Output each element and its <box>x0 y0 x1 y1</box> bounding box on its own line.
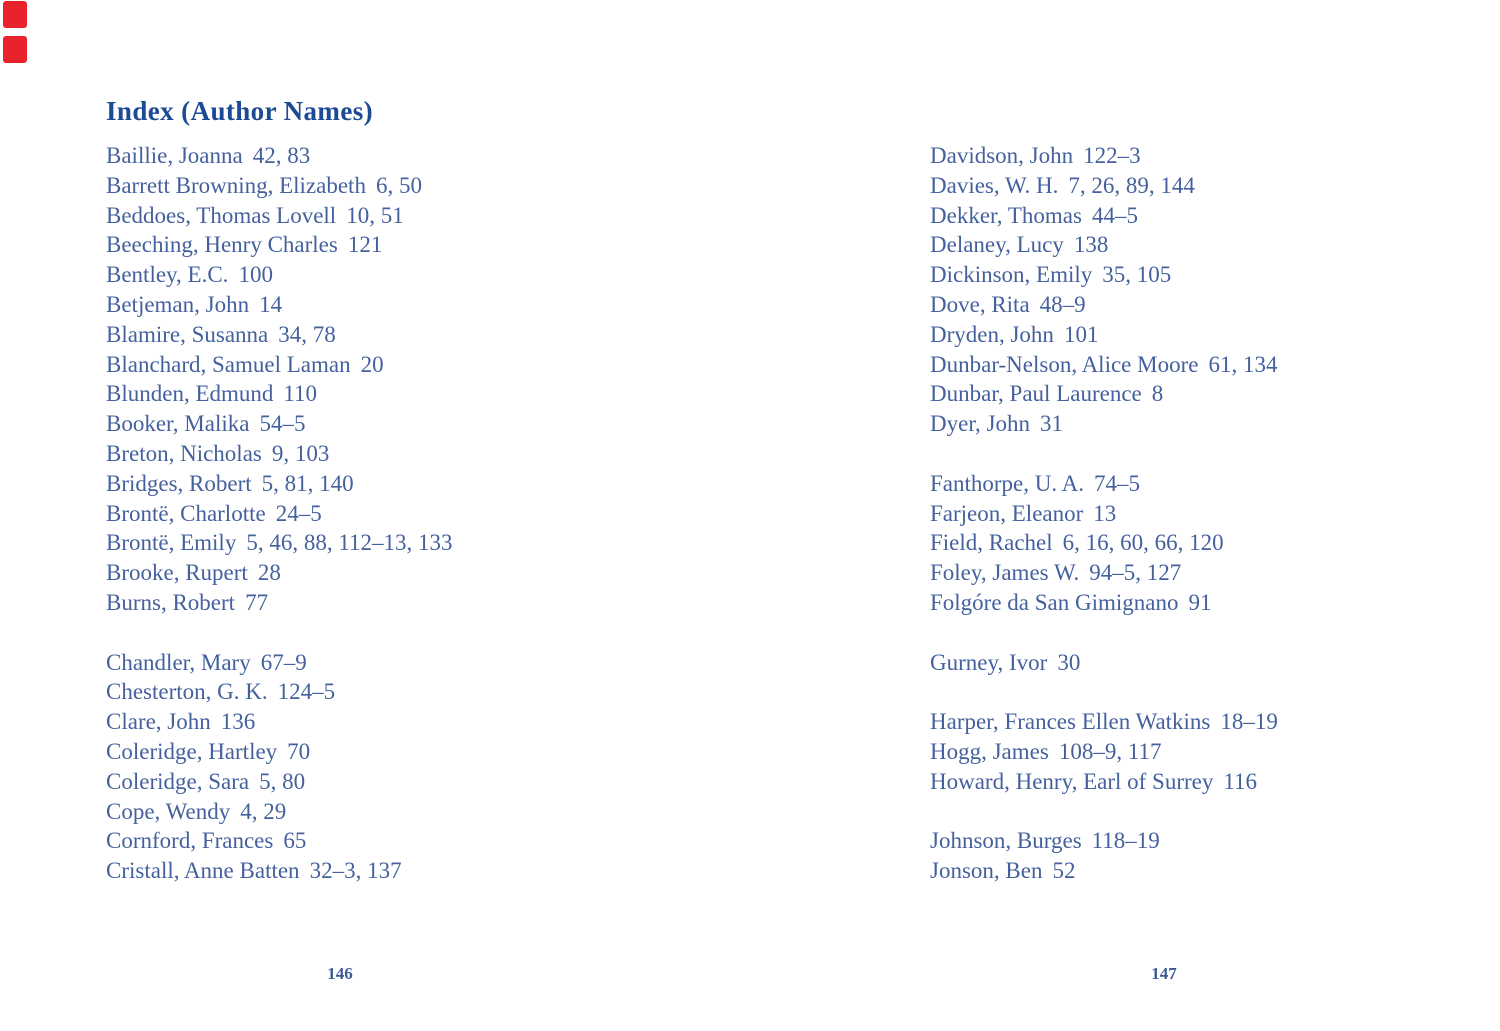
index-entry <box>106 707 586 737</box>
entry-group-gap <box>930 439 1410 469</box>
entry-page-numbers: 35, 105 <box>1102 262 1172 288</box>
index-entry <box>930 558 1410 588</box>
entry-author-name: Coleridge, Hartley <box>106 738 278 764</box>
entry-page-numbers: 74–5 <box>1093 470 1140 496</box>
entry-page-numbers: 101 <box>1063 321 1099 347</box>
index-entry <box>930 648 1410 678</box>
index-entry <box>930 260 1410 290</box>
entry-author-name: Bridges, Robert <box>106 470 252 496</box>
entry-author-name: Cornford, Frances <box>106 828 274 854</box>
entry-page-numbers: 121 <box>347 232 383 258</box>
entry-page-numbers: 28 <box>257 560 281 586</box>
entry-page-numbers: 9, 103 <box>271 440 330 466</box>
index-column-right <box>930 141 1410 886</box>
entry-page-numbers: 124–5 <box>277 679 336 705</box>
index-entry <box>106 558 586 588</box>
index-entry <box>930 707 1410 737</box>
entry-author-name: Chandler, Mary <box>106 649 251 675</box>
page-number-left: 146 <box>327 964 353 983</box>
entry-page-numbers: 5, 46, 88, 112–13, 133 <box>246 530 453 556</box>
entry-author-name: Dickinson, Emily <box>930 262 1093 288</box>
entry-page-numbers: 108–9, 117 <box>1058 738 1162 764</box>
entry-author-name: Dunbar, Paul Laurence <box>930 381 1142 407</box>
entry-page-numbers: 118–19 <box>1091 828 1160 854</box>
index-entry <box>106 767 586 797</box>
entry-author-name: Booker, Malika <box>106 411 250 437</box>
entry-author-name: Dryden, John <box>930 321 1054 347</box>
index-entry <box>106 350 586 380</box>
entry-author-name: Dekker, Thomas <box>930 202 1082 228</box>
index-entry <box>930 469 1410 499</box>
entry-author-name: Barrett Browning, Elizabeth <box>106 172 366 198</box>
index-entry <box>106 648 586 678</box>
entry-author-name: Foley, James W. <box>930 560 1080 586</box>
entry-page-numbers: 65 <box>283 828 307 854</box>
entry-author-name: Clare, John <box>106 709 211 735</box>
entry-author-name: Harper, Frances Ellen Watkins <box>930 709 1211 735</box>
entry-author-name: Howard, Henry, Earl of Surrey <box>930 768 1214 794</box>
entry-author-name: Gurney, Ivor <box>930 649 1048 675</box>
entry-author-name: Field, Rachel <box>930 530 1053 556</box>
entry-page-numbers: 13 <box>1093 500 1117 526</box>
entry-page-numbers: 42, 83 <box>252 143 311 168</box>
index-entry <box>930 171 1410 201</box>
entry-page-numbers: 5, 81, 140 <box>261 470 354 496</box>
entry-page-numbers: 6, 50 <box>375 172 422 198</box>
entry-page-numbers: 91 <box>1188 589 1212 615</box>
entry-author-name: Brontë, Emily <box>106 530 237 556</box>
entry-page-numbers: 61, 134 <box>1208 351 1278 377</box>
entry-page-numbers: 8 <box>1151 381 1164 407</box>
entry-page-numbers: 116 <box>1223 768 1258 794</box>
entry-author-name: Brontë, Charlotte <box>106 500 266 526</box>
index-entry <box>106 320 586 350</box>
index-entry <box>930 499 1410 529</box>
index-entry <box>930 826 1410 856</box>
entry-page-numbers: 5, 80 <box>259 768 306 794</box>
index-entry <box>930 528 1410 558</box>
entry-page-numbers: 14 <box>259 291 283 317</box>
entry-page-numbers: 70 <box>287 738 311 764</box>
index-entry <box>930 141 1410 171</box>
page-number-right: 147 <box>1151 964 1177 983</box>
entry-page-numbers: 20 <box>360 351 384 377</box>
index-entry <box>930 290 1410 320</box>
entry-author-name: Betjeman, John <box>106 291 250 317</box>
index-entry <box>106 260 586 290</box>
entry-author-name: Blanchard, Samuel Laman <box>106 351 351 377</box>
entry-author-name: Cristall, Anne Batten <box>106 858 300 884</box>
entry-author-name: Johnson, Burges <box>930 828 1082 854</box>
entry-page-numbers: 48–9 <box>1039 291 1086 317</box>
entry-author-name: Beddoes, Thomas Lovell <box>106 202 337 228</box>
entry-author-name: Fanthorpe, U. A. <box>930 470 1084 496</box>
red-marker-icon <box>3 1 27 28</box>
index-entry <box>930 737 1410 767</box>
entry-author-name: Coleridge, Sara <box>106 768 250 794</box>
index-entry <box>106 379 586 409</box>
entry-page-numbers: 24–5 <box>275 500 322 526</box>
entry-author-name: Farjeon, Eleanor <box>930 500 1084 526</box>
entry-group-gap <box>106 618 586 648</box>
index-entry <box>930 856 1410 886</box>
entry-author-name: Burns, Robert <box>106 589 236 615</box>
page-title: Index (Author Names) <box>106 96 374 127</box>
index-entry <box>106 588 586 618</box>
index-entry <box>930 350 1410 380</box>
entry-group-gap <box>930 677 1410 707</box>
index-entry <box>106 230 586 260</box>
index-entry <box>930 320 1410 350</box>
entry-author-name: Breton, Nicholas <box>106 440 262 466</box>
index-entry <box>106 826 586 856</box>
entry-author-name: Baillie, Joanna <box>106 143 243 168</box>
index-entry <box>106 797 586 827</box>
entry-page-numbers: 44–5 <box>1091 202 1138 228</box>
entry-author-name: Delaney, Lucy <box>930 232 1064 258</box>
entry-page-numbers: 110 <box>283 381 318 407</box>
entry-author-name: Chesterton, G. K. <box>106 679 268 705</box>
entry-page-numbers: 54–5 <box>259 411 306 437</box>
index-entry <box>930 767 1410 797</box>
entry-author-name: Folgóre da San Gimignano <box>930 589 1179 615</box>
index-entry <box>106 469 586 499</box>
entry-author-name: Hogg, James <box>930 738 1049 764</box>
entry-author-name: Davidson, John <box>930 143 1074 168</box>
entry-page-numbers: 7, 26, 89, 144 <box>1068 172 1195 198</box>
entry-page-numbers: 30 <box>1057 649 1081 675</box>
entry-author-name: Dunbar-Nelson, Alice Moore <box>930 351 1199 377</box>
index-entry <box>106 409 586 439</box>
entry-author-name: Dyer, John <box>930 411 1031 437</box>
index-entry <box>106 528 586 558</box>
index-entry <box>106 499 586 529</box>
index-entry <box>106 737 586 767</box>
index-entry <box>930 409 1410 439</box>
entry-page-numbers: 100 <box>238 262 273 288</box>
index-entry <box>930 379 1410 409</box>
entry-page-numbers: 52 <box>1052 858 1076 884</box>
entry-page-numbers: 122–3 <box>1083 143 1141 168</box>
index-entry <box>106 439 586 469</box>
index-entry <box>106 290 586 320</box>
entry-page-numbers: 34, 78 <box>278 321 336 347</box>
entry-page-numbers: 138 <box>1073 232 1109 258</box>
index-entry <box>930 230 1410 260</box>
entry-page-numbers: 32–3, 137 <box>309 858 402 884</box>
entry-author-name: Dove, Rita <box>930 291 1030 317</box>
entry-group-gap <box>930 618 1410 648</box>
entry-page-numbers: 136 <box>220 709 256 735</box>
entry-author-name: Blunden, Edmund <box>106 381 274 407</box>
red-marker-icon <box>3 36 27 63</box>
entry-page-numbers: 31 <box>1040 411 1064 437</box>
index-entry <box>106 677 586 707</box>
entry-page-numbers: 18–19 <box>1220 709 1278 735</box>
index-entry <box>106 141 586 171</box>
entry-page-numbers: 6, 16, 60, 66, 120 <box>1062 530 1224 556</box>
entry-author-name: Brooke, Rupert <box>106 560 248 586</box>
entry-page-numbers: 77 <box>245 589 269 615</box>
entry-page-numbers: 4, 29 <box>240 798 287 824</box>
entry-author-name: Davies, W. H. <box>930 172 1059 198</box>
entry-group-gap <box>930 797 1410 827</box>
entry-author-name: Blamire, Susanna <box>106 321 269 347</box>
index-column-left <box>106 141 586 886</box>
entry-page-numbers: 10, 51 <box>346 202 404 228</box>
entry-author-name: Cope, Wendy <box>106 798 231 824</box>
entry-author-name: Beeching, Henry Charles <box>106 232 338 258</box>
index-entry <box>106 201 586 231</box>
entry-page-numbers: 94–5, 127 <box>1089 560 1182 586</box>
entry-author-name: Bentley, E.C. <box>106 262 229 288</box>
index-entry <box>106 171 586 201</box>
entry-author-name: Jonson, Ben <box>930 858 1043 884</box>
index-entry <box>930 201 1410 231</box>
index-entry <box>930 588 1410 618</box>
entry-page-numbers: 67–9 <box>260 649 307 675</box>
index-entry <box>106 856 586 886</box>
